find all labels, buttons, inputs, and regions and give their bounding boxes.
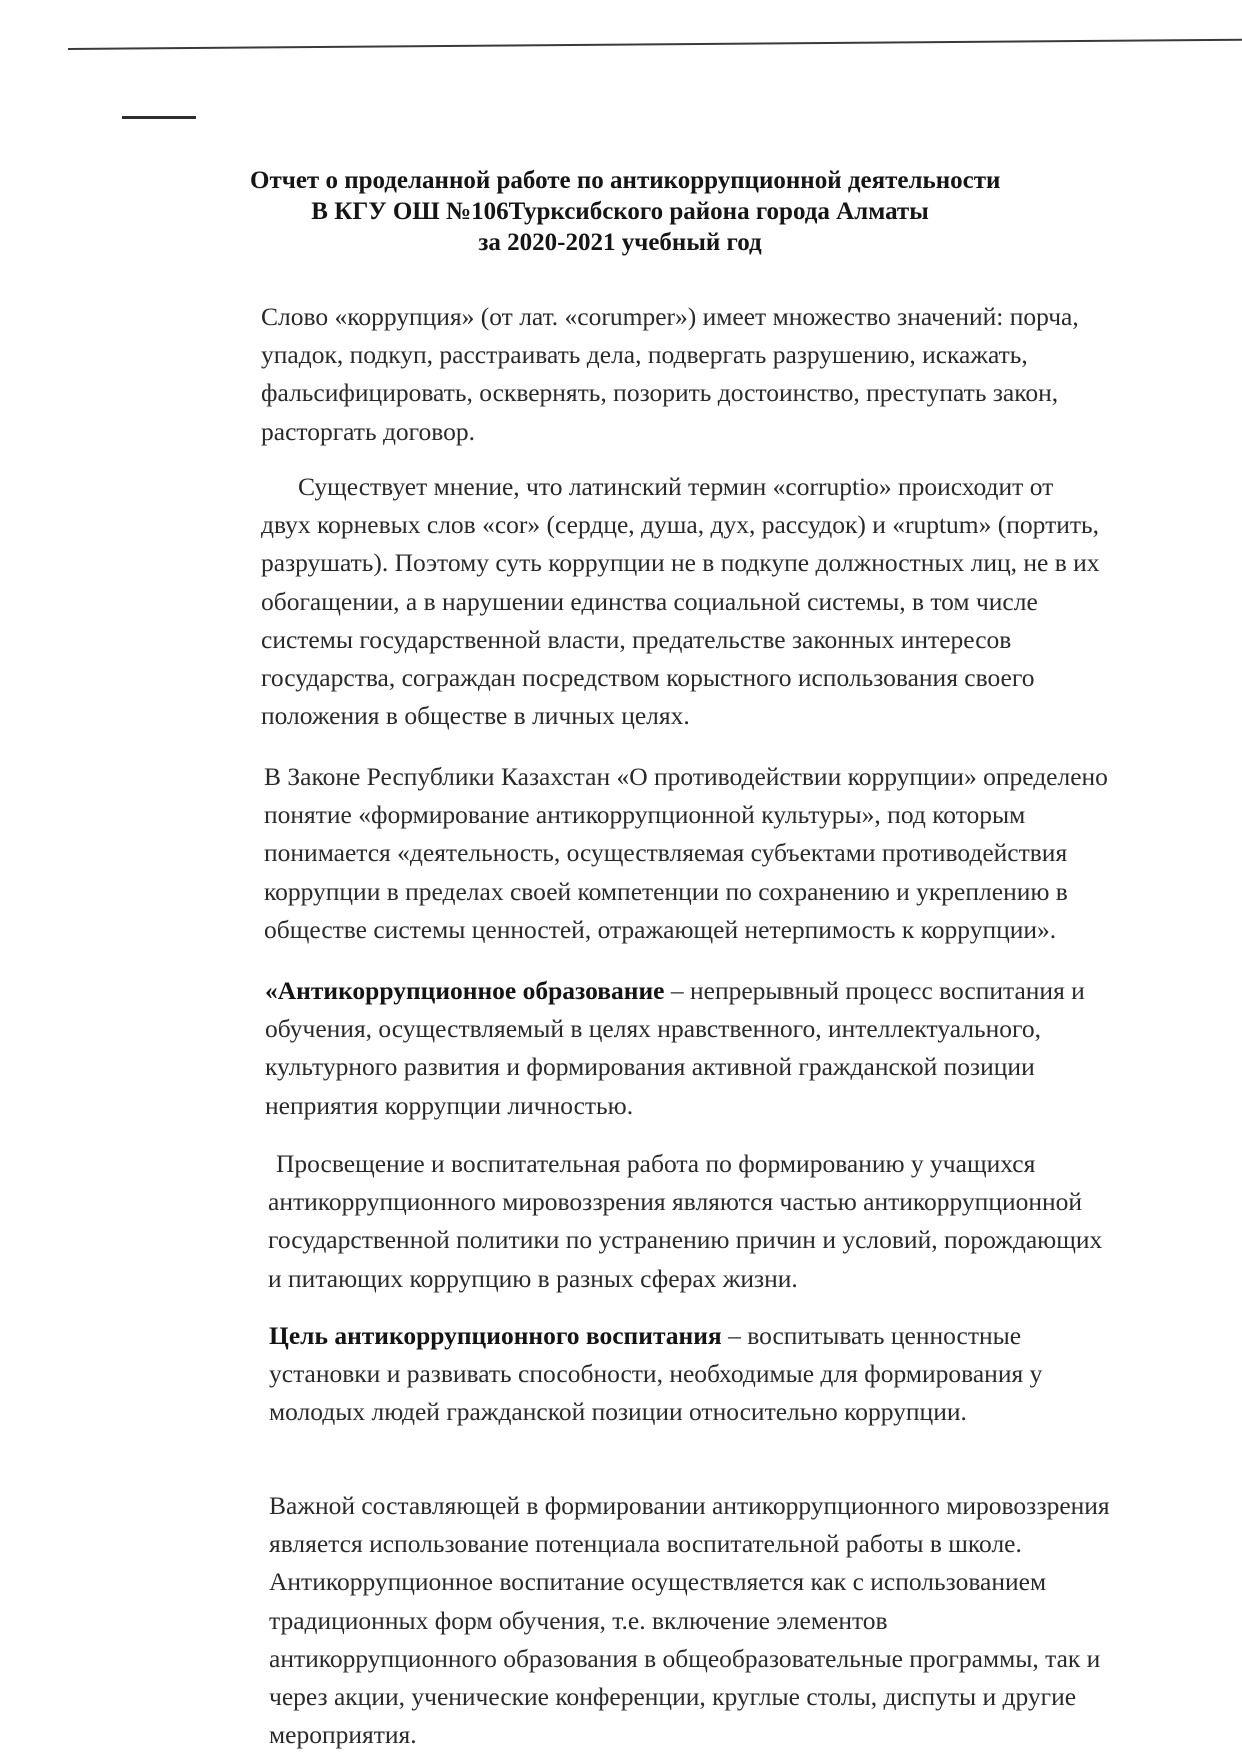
text-line: обогащении, а в нарушении единства социальной системы, в том числе <box>261 586 1038 616</box>
title-line: Отчет о проделанной работе по антикоррупционной деятельности <box>250 167 1001 194</box>
lead-continuation: – непрерывный процесс воспитания и <box>664 976 1085 1005</box>
paragraph-enlightenment <box>268 1145 1102 1298</box>
text-line: Слово «коррупция» (от лат. «corumper») имеет множество значений: порча, <box>261 302 1079 331</box>
text-line: антикоррупционного образования в общеобразовательные программы, так и <box>269 1643 1101 1673</box>
paragraph-corruption-meaning <box>261 298 1079 451</box>
paragraph-law-definition <box>264 758 1108 949</box>
text-line: антикоррупционного мировоззрения являются частью антикоррупционной <box>268 1187 1083 1217</box>
text-line <box>265 972 1085 1010</box>
text-line: понимается «деятельность, осуществляемая субъектами противодействия <box>264 838 1068 868</box>
text-line: двух корневых слов «cor» (сердце, душа, дух, рассудок) и «ruptum» (портить, <box>261 510 1100 540</box>
text-line: государства, сограждан посредством корыстного использования своего <box>261 663 1035 693</box>
bold-term: «Антикоррупционное образование <box>265 976 665 1005</box>
text-line: фальсифицировать, осквернять, позорить достоинство, преступать закон, <box>261 378 1059 408</box>
text-line: культурного развития и формирования активной гражданской позиции <box>265 1052 1035 1082</box>
title-line: за 2020-2021 учебный год <box>478 229 762 256</box>
bold-term: Цель антикоррупционного воспитания <box>269 1321 722 1350</box>
text-line: положения в обществе в личных целях. <box>261 701 690 731</box>
text-line: Существует мнение, что латинский термин «corruptio» происходит от <box>298 472 1054 501</box>
text-line: обществе системы ценностей, отражающей нетерпимость к коррупции». <box>264 914 1057 944</box>
text-line: Антикоррупционное воспитание осуществляется как с использованием <box>269 1567 1047 1597</box>
text-line: понятие «формирование антикоррупционной культуры», под которым <box>264 800 1026 830</box>
text-line: Важной составляющей в формировании антикоррупционного мировоззрения <box>269 1491 1110 1520</box>
text-line: установки и развивать способности, необходимые для формирования у <box>269 1359 1043 1389</box>
text-line: мероприятия. <box>269 1720 417 1750</box>
paragraph-school-work <box>269 1487 1110 1754</box>
text-line: системы государственной власти, предательстве законных интересов <box>261 624 1012 654</box>
text-line: Просвещение и воспитательная работа по формированию у учащихся <box>276 1149 1036 1178</box>
text-line: расторгать договор. <box>261 416 475 446</box>
text-line: через акции, ученические конференции, круглые столы, диспуты и другие <box>269 1682 1077 1712</box>
text-line: молодых людей гражданской позиции относительно коррупции. <box>269 1397 967 1427</box>
text-line: разрушать). Поэтому суть коррупции не в подкупе должностных лиц, не в их <box>261 548 1100 578</box>
lead-continuation: – воспитывать ценностные <box>721 1321 1022 1350</box>
document-title <box>250 165 1001 258</box>
text-line <box>269 1317 1042 1355</box>
paragraph-latin-term <box>261 468 1100 735</box>
text-line: коррупции в пределах своей компетенции по сохранению и укреплению в <box>264 876 1068 906</box>
text-line: неприятия коррупции личностью. <box>265 1090 634 1120</box>
text-line: обучения, осуществляемый в целях нравственного, интеллектуального, <box>265 1014 1041 1044</box>
text-line: упадок, подкуп, расстраивать дела, подвергать разрушению, искажать, <box>261 340 1028 370</box>
text-line: и питающих коррупцию в разных сферах жизни. <box>268 1263 798 1293</box>
text-line: традиционных форм обучения, т.е. включение элементов <box>269 1605 888 1635</box>
text-line: государственной политики по устранению причин и условий, порождающих <box>268 1225 1103 1255</box>
paragraph-anticorruption-education <box>265 972 1085 1125</box>
text-line: является использование потенциала воспитательной работы в школе. <box>269 1529 1022 1559</box>
title-line: В КГУ ОШ №106Турксибского района города Алматы <box>311 198 929 225</box>
text-line: В Законе Республики Казахстан «О противодействии коррупции» определено <box>264 762 1108 791</box>
paragraph-education-goal <box>269 1317 1042 1432</box>
